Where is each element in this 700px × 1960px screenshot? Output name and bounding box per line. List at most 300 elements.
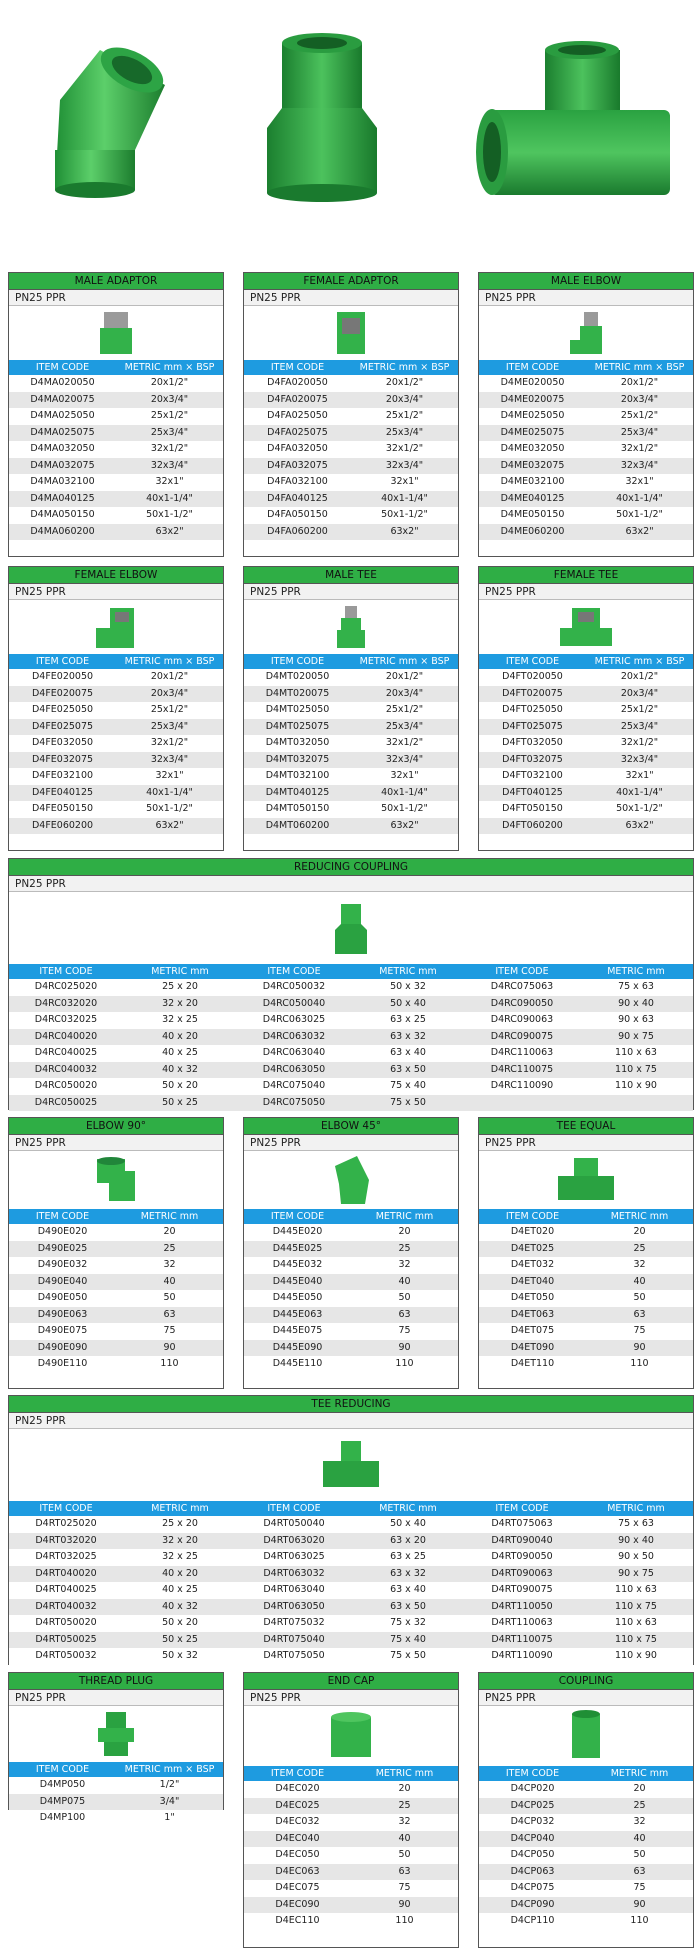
male-adaptor-image (9, 306, 223, 360)
col-header-code: ITEM CODE (495, 1503, 549, 1514)
item-code-cell: D445E020 (272, 1226, 323, 1237)
item-code-cell: D4MA050150 (30, 509, 95, 520)
item-code-cell: D4MT025050 (265, 704, 330, 715)
col-header-size: METRIC mm (375, 1768, 434, 1779)
size-cell: 40x1-1/4" (146, 492, 193, 504)
elbow-90-image (9, 1151, 223, 1209)
size-cell: 110 (630, 1358, 649, 1369)
size-cell: 25 (633, 1242, 646, 1254)
table-row (479, 1241, 693, 1258)
item-code-cell: D4CP020 (510, 1783, 555, 1794)
table-row (9, 979, 237, 996)
table-row (244, 392, 458, 409)
table-row (479, 1814, 693, 1831)
table-row (244, 735, 458, 752)
size-cell: 75 (398, 1882, 411, 1893)
size-cell: 63 x 32 (390, 1030, 426, 1042)
size-cell: 110 (630, 1915, 649, 1926)
panel-title: THREAD PLUG (9, 1673, 223, 1690)
table-row (237, 1095, 465, 1112)
table-row (9, 1045, 237, 1062)
table-row (244, 1897, 458, 1914)
size-cell: 75 (163, 1325, 176, 1336)
table-row (244, 425, 458, 442)
col-header-code: ITEM CODE (505, 1211, 560, 1222)
item-code-cell: D4FE020050 (31, 671, 94, 682)
item-code-cell: D4RT040020 (35, 1567, 97, 1579)
size-cell: 63 x 40 (390, 1584, 426, 1595)
table-row (9, 996, 237, 1013)
size-cell: 25 (163, 1242, 176, 1254)
item-code-cell: D4MT020075 (265, 687, 330, 699)
table-row (244, 818, 458, 835)
table-row (237, 1648, 465, 1665)
table-row (9, 686, 223, 703)
size-cell: 32x1" (625, 770, 654, 781)
panel-male-tee (243, 566, 459, 851)
table-row (9, 1599, 237, 1616)
female-adaptor-image (244, 306, 458, 360)
item-code-cell: D4FA040125 (267, 492, 328, 504)
size-cell: 25x1/2" (385, 704, 424, 715)
panel-female-elbow (8, 566, 224, 851)
table-row (244, 1356, 458, 1373)
item-code-cell: D4RC075063 (490, 981, 554, 992)
table-row (237, 1549, 465, 1566)
table-row (9, 1549, 237, 1566)
table-body (479, 1781, 693, 1930)
size-cell: 32x1" (390, 770, 419, 781)
table-row (479, 1340, 693, 1357)
table-row (9, 669, 223, 686)
size-cell: 32x1" (155, 770, 184, 781)
item-code-cell: D4RT110075 (491, 1633, 553, 1645)
col-header-code: ITEM CODE (267, 1503, 321, 1514)
table-row (244, 1831, 458, 1848)
col-header-size: METRIC mm × BSP (124, 362, 215, 373)
table-row (479, 1307, 693, 1324)
panel-title: REDUCING COUPLING (9, 859, 693, 876)
item-code-cell: D4FE050150 (31, 803, 94, 814)
table-row (479, 1864, 693, 1881)
size-cell: 90 (633, 1898, 646, 1910)
item-code-cell: D490E032 (37, 1259, 88, 1270)
col-header-size: METRIC mm (610, 1768, 669, 1779)
table-row (9, 491, 223, 508)
col-header-size: METRIC mm (151, 966, 209, 977)
item-code-cell: D4MA032100 (30, 476, 95, 487)
size-cell: 25x3/4" (620, 426, 659, 438)
item-code-cell: D4RT063050 (263, 1600, 325, 1612)
table-row (465, 979, 693, 996)
size-cell: 32x1/2" (150, 443, 189, 454)
table-body (244, 1781, 458, 1930)
table-row (9, 1307, 223, 1324)
table-row (465, 1549, 693, 1566)
size-cell: 50x1-1/2" (146, 509, 193, 520)
elbow-45-image (244, 1151, 458, 1209)
item-code-cell: D4RC050025 (34, 1096, 98, 1108)
item-code-cell: D4MT032075 (265, 753, 330, 765)
item-code-cell: D4RT090063 (491, 1567, 553, 1579)
item-code-cell: D4EC032 (275, 1816, 320, 1827)
panel-subtitle: PN25 PPR (9, 1413, 693, 1429)
item-code-cell: D4RC090050 (490, 997, 554, 1009)
size-cell: 32x3/4" (620, 459, 659, 471)
size-cell: 50 x 32 (390, 981, 426, 992)
table-row (465, 996, 693, 1013)
table-row (479, 458, 693, 475)
three-column-table (9, 1501, 693, 1665)
item-code-cell: D4MP050 (39, 1779, 86, 1790)
item-code-cell: D4RC063025 (262, 1014, 326, 1025)
table-row (9, 1224, 223, 1241)
size-cell: 90 x 40 (618, 1534, 654, 1546)
hero-product-images (0, 0, 700, 270)
col-header-size: METRIC mm (607, 966, 665, 977)
item-code-cell: D4FE025050 (31, 704, 94, 715)
col-header-code: ITEM CODE (505, 1768, 560, 1779)
table-row (479, 1880, 693, 1897)
size-cell: 40 (398, 1832, 411, 1844)
item-code-cell: D4RT050020 (35, 1617, 97, 1628)
item-code-cell: D4RC110090 (490, 1080, 554, 1091)
size-cell: 63 (398, 1865, 411, 1877)
item-code-cell: D445E090 (272, 1341, 323, 1353)
item-code-cell: D4RT032025 (35, 1551, 97, 1562)
size-cell: 32 (633, 1816, 646, 1827)
table-row (244, 1847, 458, 1864)
size-cell: 20x3/4" (385, 393, 424, 405)
size-cell: 110 x 75 (615, 1633, 657, 1645)
col-header-size: METRIC mm (140, 1211, 199, 1222)
size-cell: 32 (398, 1816, 411, 1827)
item-code-cell: D4MA032075 (30, 459, 95, 471)
table-row (9, 1029, 237, 1046)
size-cell: 90 (163, 1341, 176, 1353)
item-code-cell: D4CP110 (510, 1915, 555, 1926)
table-row (244, 719, 458, 736)
table-row (237, 1516, 465, 1533)
size-cell: 20x1/2" (150, 671, 189, 682)
size-cell: 50 (633, 1292, 646, 1303)
table-row (244, 752, 458, 769)
size-cell: 63 x 50 (390, 1063, 426, 1075)
table-row (465, 1533, 693, 1550)
table-row (9, 1095, 237, 1112)
item-code-cell: D4FA050150 (267, 509, 328, 520)
table-row (465, 1615, 693, 1632)
panel-title: MALE TEE (244, 567, 458, 584)
table-row (244, 1323, 458, 1340)
item-code-cell: D4RT090075 (491, 1584, 553, 1595)
item-code-cell: D4ME032075 (500, 459, 565, 471)
item-code-cell: D4FA020075 (267, 393, 328, 405)
size-cell: 20x1/2" (385, 377, 424, 388)
item-code-cell: D445E040 (272, 1275, 323, 1287)
col-header-code: ITEM CODE (35, 362, 90, 373)
size-cell: 32 (398, 1259, 411, 1270)
size-cell: 63x2" (625, 525, 654, 537)
size-cell: 110 (395, 1358, 414, 1369)
size-cell: 75 (633, 1325, 646, 1336)
item-code-cell: D490E025 (37, 1242, 88, 1254)
item-code-cell: D4MA025075 (30, 426, 95, 438)
item-code-cell: D4RC075040 (262, 1080, 326, 1091)
size-cell: 63 x 20 (390, 1534, 426, 1546)
size-cell: 75 x 32 (390, 1617, 426, 1628)
col-header-code: ITEM CODE (505, 656, 560, 667)
table-row (465, 1582, 693, 1599)
table-row (9, 1257, 223, 1274)
item-code-cell: D4CP075 (510, 1882, 555, 1893)
item-code-cell: D4RT063032 (263, 1567, 325, 1579)
table-row (9, 735, 223, 752)
item-code-cell: D4CP090 (510, 1898, 555, 1910)
table-row (479, 524, 693, 541)
coupling-image (479, 1706, 693, 1766)
table-row (479, 702, 693, 719)
table-body (237, 979, 465, 1111)
table-row (9, 507, 223, 524)
item-code-cell: D4RC090075 (490, 1030, 554, 1042)
size-cell: 25x3/4" (385, 426, 424, 438)
size-cell: 32 (163, 1259, 176, 1270)
col-header-size: METRIC mm (379, 966, 437, 977)
size-cell: 32 x 25 (162, 1551, 198, 1562)
size-cell: 32x1" (625, 476, 654, 487)
panel-title: FEMALE TEE (479, 567, 693, 584)
size-cell: 25x1/2" (620, 410, 659, 421)
table-row (237, 1533, 465, 1550)
panel-reducing-coupling (8, 858, 694, 1110)
col-header-size: METRIC mm (610, 1211, 669, 1222)
item-code-cell: D4ET090 (510, 1341, 555, 1353)
panel-female-adaptor (243, 272, 459, 557)
table-row (237, 1566, 465, 1583)
item-code-cell: D4ME040125 (500, 492, 565, 504)
panel-male-adaptor (8, 272, 224, 557)
table-row (244, 375, 458, 392)
item-code-cell: D445E063 (272, 1308, 323, 1320)
table-body (244, 375, 458, 540)
table-body (237, 1516, 465, 1665)
size-cell: 63 (633, 1308, 646, 1320)
table-row (479, 1274, 693, 1291)
item-code-cell: D4RT110050 (491, 1600, 553, 1612)
item-code-cell: D4RC032025 (34, 1014, 98, 1025)
item-code-cell: D4RC063050 (262, 1063, 326, 1075)
table-row (479, 669, 693, 686)
size-cell: 25x1/2" (150, 704, 189, 715)
item-code-cell: D445E110 (272, 1358, 323, 1369)
item-code-cell: D490E090 (37, 1341, 88, 1353)
item-code-cell: D4ME020050 (500, 377, 565, 388)
panel-end-cap (243, 1672, 459, 1948)
table-row (244, 1781, 458, 1798)
table-row (9, 1632, 237, 1649)
size-cell: 40 x 32 (162, 1063, 198, 1075)
table-row (9, 1323, 223, 1340)
table-row (237, 1078, 465, 1095)
table-row (479, 785, 693, 802)
size-cell: 40 x 25 (162, 1047, 198, 1058)
size-cell: 110 x 75 (615, 1600, 657, 1612)
item-code-cell: D4RT050040 (263, 1518, 325, 1529)
panel-subtitle: PN25 PPR (479, 290, 693, 306)
item-code-cell: D4FT032050 (502, 737, 563, 748)
item-code-cell: D4FT032100 (502, 770, 563, 781)
size-cell: 63x2" (625, 819, 654, 831)
item-code-cell: D4EC063 (275, 1865, 320, 1877)
size-cell: 40 x 25 (162, 1584, 198, 1595)
table-row (465, 1012, 693, 1029)
size-cell: 50 (398, 1849, 411, 1860)
table-row (479, 735, 693, 752)
table-row (244, 1814, 458, 1831)
table-row (479, 392, 693, 409)
size-cell: 32 x 25 (162, 1014, 198, 1025)
size-cell: 75 x 40 (390, 1633, 426, 1645)
table-row (479, 441, 693, 458)
size-cell: 90 x 75 (618, 1567, 654, 1579)
table-row (9, 1566, 237, 1583)
table-row (9, 785, 223, 802)
item-code-cell: D4MT050150 (265, 803, 330, 814)
col-header-code: ITEM CODE (270, 1211, 325, 1222)
size-cell: 32x1" (390, 476, 419, 487)
table-row (244, 1290, 458, 1307)
table-row (9, 1582, 237, 1599)
table-row (479, 425, 693, 442)
end-cap-image (244, 1706, 458, 1766)
size-cell: 20x1/2" (620, 377, 659, 388)
table-row (465, 1599, 693, 1616)
size-cell: 63 x 25 (390, 1014, 426, 1025)
table-row (479, 1356, 693, 1373)
table-row (465, 1095, 693, 1112)
size-cell: 75 (633, 1882, 646, 1893)
item-code-cell: D4EC050 (275, 1849, 320, 1860)
item-code-cell: D4RC040032 (34, 1063, 98, 1075)
item-code-cell: D4RC063032 (262, 1030, 326, 1042)
size-cell: 63 x 50 (390, 1600, 426, 1612)
item-code-cell: D4MA040125 (30, 492, 95, 504)
col-header-code: ITEM CODE (267, 966, 321, 977)
size-cell: 50x1-1/2" (616, 509, 663, 520)
item-code-cell: D4FT032075 (502, 753, 563, 765)
size-cell: 20x3/4" (150, 687, 189, 699)
size-cell: 25x3/4" (150, 720, 189, 732)
item-code-cell: D4RC050032 (262, 981, 326, 992)
table-row (465, 1632, 693, 1649)
size-cell: 50 x 25 (162, 1633, 198, 1645)
item-code-cell: D490E063 (37, 1308, 88, 1320)
table-row (237, 1045, 465, 1062)
item-code-cell: D4RC050020 (34, 1080, 98, 1091)
table-body (479, 375, 693, 540)
item-code-cell: D4CP032 (510, 1816, 555, 1827)
item-code-cell: D4FT025050 (502, 704, 563, 715)
size-cell: 25 (398, 1799, 411, 1811)
table-row (479, 375, 693, 392)
panel-title: COUPLING (479, 1673, 693, 1690)
size-cell: 90 (398, 1898, 411, 1910)
panel-thread-plug (8, 1672, 224, 1823)
table-body (9, 1516, 237, 1665)
panel-title: MALE ELBOW (479, 273, 693, 290)
item-code-cell: D4FE060200 (31, 819, 94, 831)
size-cell: 40x1-1/4" (381, 786, 428, 798)
size-cell: 25 (633, 1799, 646, 1811)
panel-title: FEMALE ADAPTOR (244, 273, 458, 290)
size-cell: 20x1/2" (620, 671, 659, 682)
item-code-cell: D4RT090040 (491, 1534, 553, 1546)
item-code-cell: D490E075 (37, 1325, 88, 1336)
size-cell: 20 (398, 1226, 411, 1237)
tee-photo (470, 40, 680, 210)
item-code-cell: D4ME025075 (500, 426, 565, 438)
item-code-cell: D4RC110075 (490, 1063, 554, 1075)
size-cell: 25x1/2" (620, 704, 659, 715)
table-row (244, 408, 458, 425)
item-code-cell: D4MT025075 (265, 720, 330, 732)
panel-subtitle: PN25 PPR (244, 1690, 458, 1706)
item-code-cell: D4MT040125 (265, 786, 330, 798)
size-cell: 20 (163, 1226, 176, 1237)
col-header-size: METRIC mm (151, 1503, 209, 1514)
panel-coupling (478, 1672, 694, 1948)
item-code-cell: D4MP075 (39, 1795, 86, 1807)
table-row (244, 1224, 458, 1241)
table-body (9, 1224, 223, 1373)
panel-subtitle: PN25 PPR (9, 876, 693, 892)
size-cell: 40 (633, 1832, 646, 1844)
item-code-cell: D4FT040125 (502, 786, 563, 798)
panel-subtitle: PN25 PPR (9, 290, 223, 306)
size-cell: 20 (633, 1226, 646, 1237)
table-row (244, 1798, 458, 1815)
panel-title: FEMALE ELBOW (9, 567, 223, 584)
col-header-size: METRIC mm (375, 1211, 434, 1222)
col-header-size: METRIC mm × BSP (359, 656, 450, 667)
three-column-table (9, 964, 693, 1111)
table-row (237, 1582, 465, 1599)
table-row (465, 1029, 693, 1046)
item-code-cell: D4RC110063 (490, 1047, 554, 1058)
table-body (9, 669, 223, 834)
table-row (9, 458, 223, 475)
size-cell: 32x3/4" (385, 753, 424, 765)
size-cell: 20x3/4" (150, 393, 189, 405)
size-cell: 32 x 20 (162, 1534, 198, 1546)
item-code-cell: D445E050 (272, 1292, 323, 1303)
item-code-cell: D4FT020075 (502, 687, 563, 699)
size-cell: 32x1/2" (620, 443, 659, 454)
col-header-size: METRIC mm × BSP (124, 1764, 215, 1775)
size-cell: 40x1-1/4" (616, 786, 663, 798)
table-row (9, 408, 223, 425)
table-row (244, 1880, 458, 1897)
item-code-cell: D4FA032100 (267, 476, 328, 487)
item-code-cell: D4RT040025 (35, 1584, 97, 1595)
table-row (465, 1516, 693, 1533)
table-body (9, 979, 237, 1111)
item-code-cell: D4FE032050 (31, 737, 94, 748)
thread-plug-image (9, 1706, 223, 1762)
size-cell: 63x2" (390, 819, 419, 831)
size-cell: 25x1/2" (385, 410, 424, 421)
